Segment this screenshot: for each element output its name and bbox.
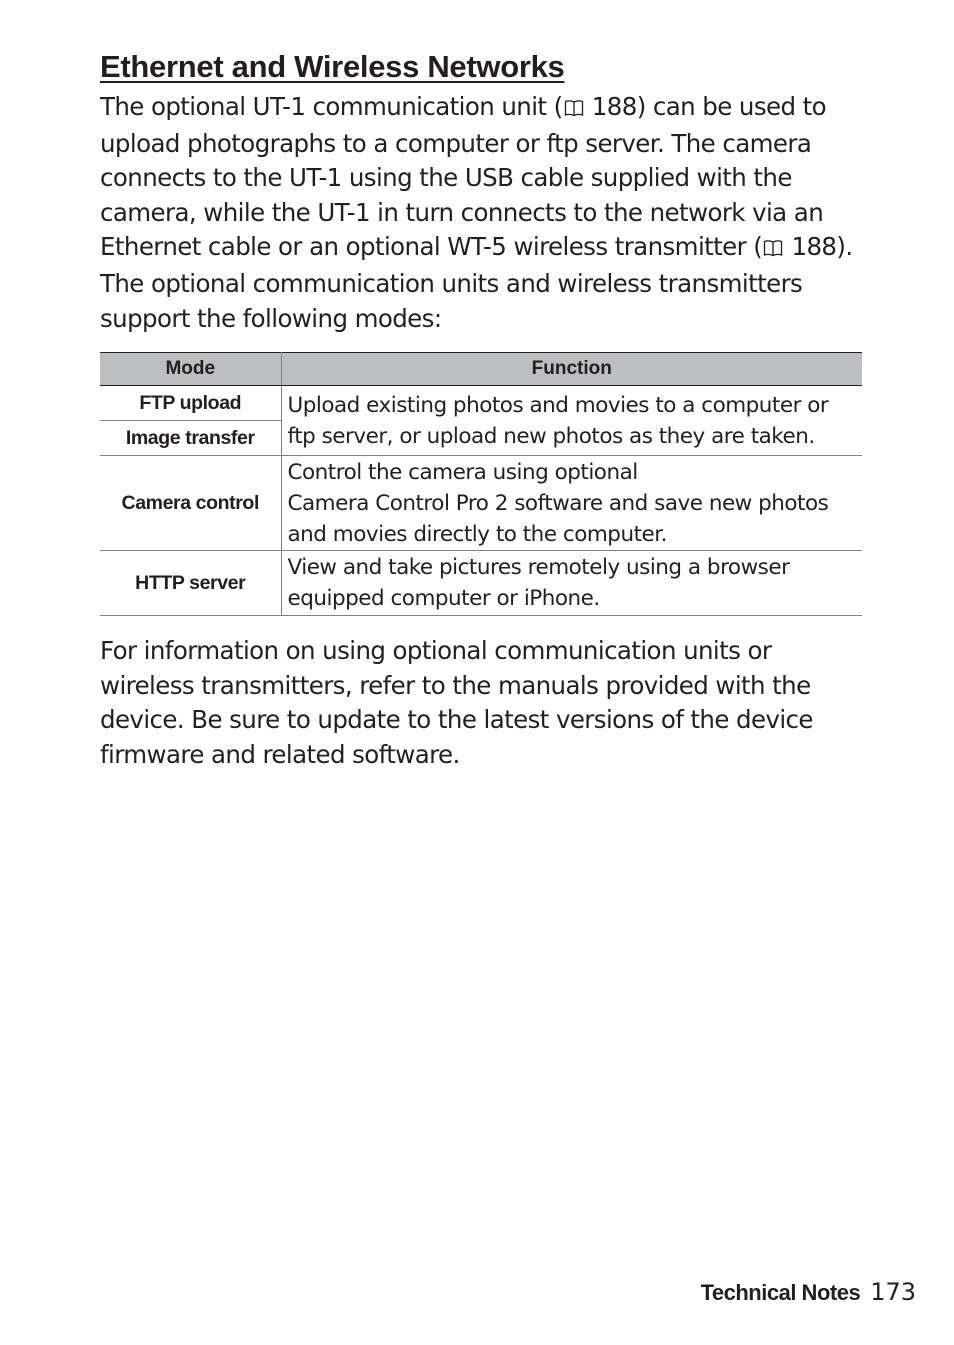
outro-line: For information on using optional communication units or: [100, 636, 772, 665]
outro-line: device. Be sure to update to the latest versions of the device: [100, 705, 813, 735]
book-reference-icon: [763, 232, 783, 267]
intro-line: support the following modes:: [100, 303, 442, 333]
intro-line: upload photographs to a computer or ftp server. The camera: [100, 128, 812, 158]
book-reference-icon: [564, 92, 584, 127]
intro-line: The optional communication units and wireless transmitters: [100, 268, 803, 298]
table-row: [100, 551, 862, 616]
outro-paragraph: [100, 634, 862, 772]
intro-line: Ethernet cable or an optional WT-5 wireless transmitter ( 188).: [100, 230, 862, 267]
table-header-row: [100, 353, 862, 386]
mode-cell-image-transfer: Image transfer: [100, 421, 281, 456]
outro-line: firmware and related software.: [100, 739, 460, 769]
intro-line: The optional UT-1 communication unit ( 188) can be used to: [100, 90, 862, 127]
mode-cell-http-server: HTTP server: [100, 551, 281, 616]
page-number: 173: [870, 1278, 916, 1306]
mode-cell-ftp-upload: FTP upload: [100, 386, 281, 421]
intro-line: connects to the UT-1 using the USB cable supplied with the: [100, 163, 792, 193]
table-row: [100, 456, 862, 551]
footer-section-title: Technical Notes: [700, 1280, 861, 1305]
mode-column-header: Mode: [100, 353, 281, 386]
intro-paragraph: [100, 90, 862, 336]
page-footer: [701, 1278, 916, 1306]
function-cell-upload: Upload existing photos and movies to a computer or ftp server, or upload new photos as they are taken.: [281, 386, 862, 456]
page-heading: Ethernet and Wireless Networks: [100, 49, 565, 84]
function-cell-camera-control: Control the camera using optional Camera Control Pro 2 software and save new photos and movies directly to the computer.: [281, 456, 862, 551]
mode-cell-camera-control: Camera control: [100, 456, 281, 551]
table-row: [100, 386, 862, 421]
modes-table: [100, 352, 862, 616]
function-cell-http-server: View and take pictures remotely using a browser equipped computer or iPhone.: [281, 551, 862, 616]
function-column-header: Function: [281, 353, 862, 386]
intro-line: camera, while the UT-1 in turn connects to the network via an: [100, 197, 824, 227]
outro-line: wireless transmitters, refer to the manuals provided with the: [100, 670, 811, 700]
